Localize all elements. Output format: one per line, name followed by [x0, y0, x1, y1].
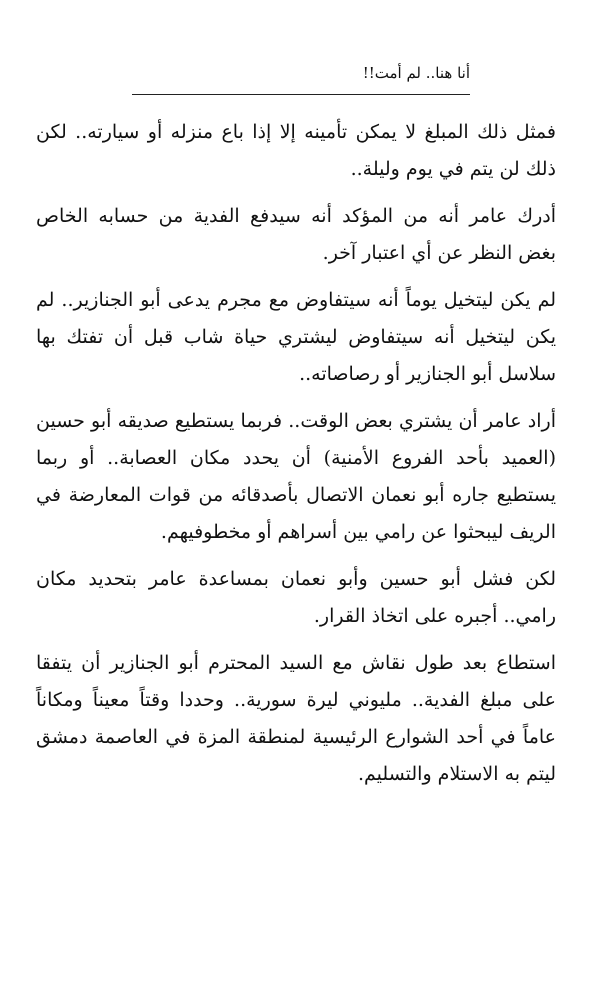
paragraph: استطاع بعد طول نقاش مع السيد المحترم أبو الجنازير أن يتفقا على مبلغ الفدية.. مليوني ليرة سورية.. وحددا وقتاً معيناً ومكاناً عاماً في أحد الشوارع الرئيسية لمنطقة المزة في العاصمة دمشق ليتم به الاستلام والتسليم.: [36, 652, 556, 785]
paragraph: لكن فشل أبو حسين وأبو نعمان بمساعدة عامر بتحديد مكان رامي.. أجبره على اتخاذ القرار.: [36, 568, 556, 627]
paragraph: أراد عامر أن يشتري بعض الوقت.. فربما يستطيع صديقه أبو حسين (العميد بأحد الفروع الأمنية) أن يحدد مكان العصابة.. أو ربما يستطيع جاره أبو نعمان الاتصال بأصدقائه من قوات المعارضة في الريف ليبحثوا عن رامي بين أسراهم أو مخطوفيهم.: [36, 410, 556, 543]
paragraph: لم يكن ليتخيل يوماً أنه سيتفاوض مع مجرم يدعى أبو الجنازير.. لم يكن ليتخيل أنه سيتفاوض ليشتري حياة شاب قبل أن تفتك بها سلاسل أبو الجنازير أو رصاصاته..: [36, 289, 556, 385]
body-text: [36, 114, 556, 793]
header-divider: [132, 94, 470, 95]
paragraph: فمثل ذلك المبلغ لا يمكن تأمينه إلا إذا باع منزله أو سيارته.. لكن ذلك لن يتم في يوم وليلة..: [36, 121, 556, 180]
running-header-title: أنا هنا.. لم أمت!!: [362, 64, 470, 82]
paragraph: أدرك عامر أنه من المؤكد أنه سيدفع الفدية من حسابه الخاص بغض النظر عن أي اعتبار آخر.: [36, 205, 556, 264]
